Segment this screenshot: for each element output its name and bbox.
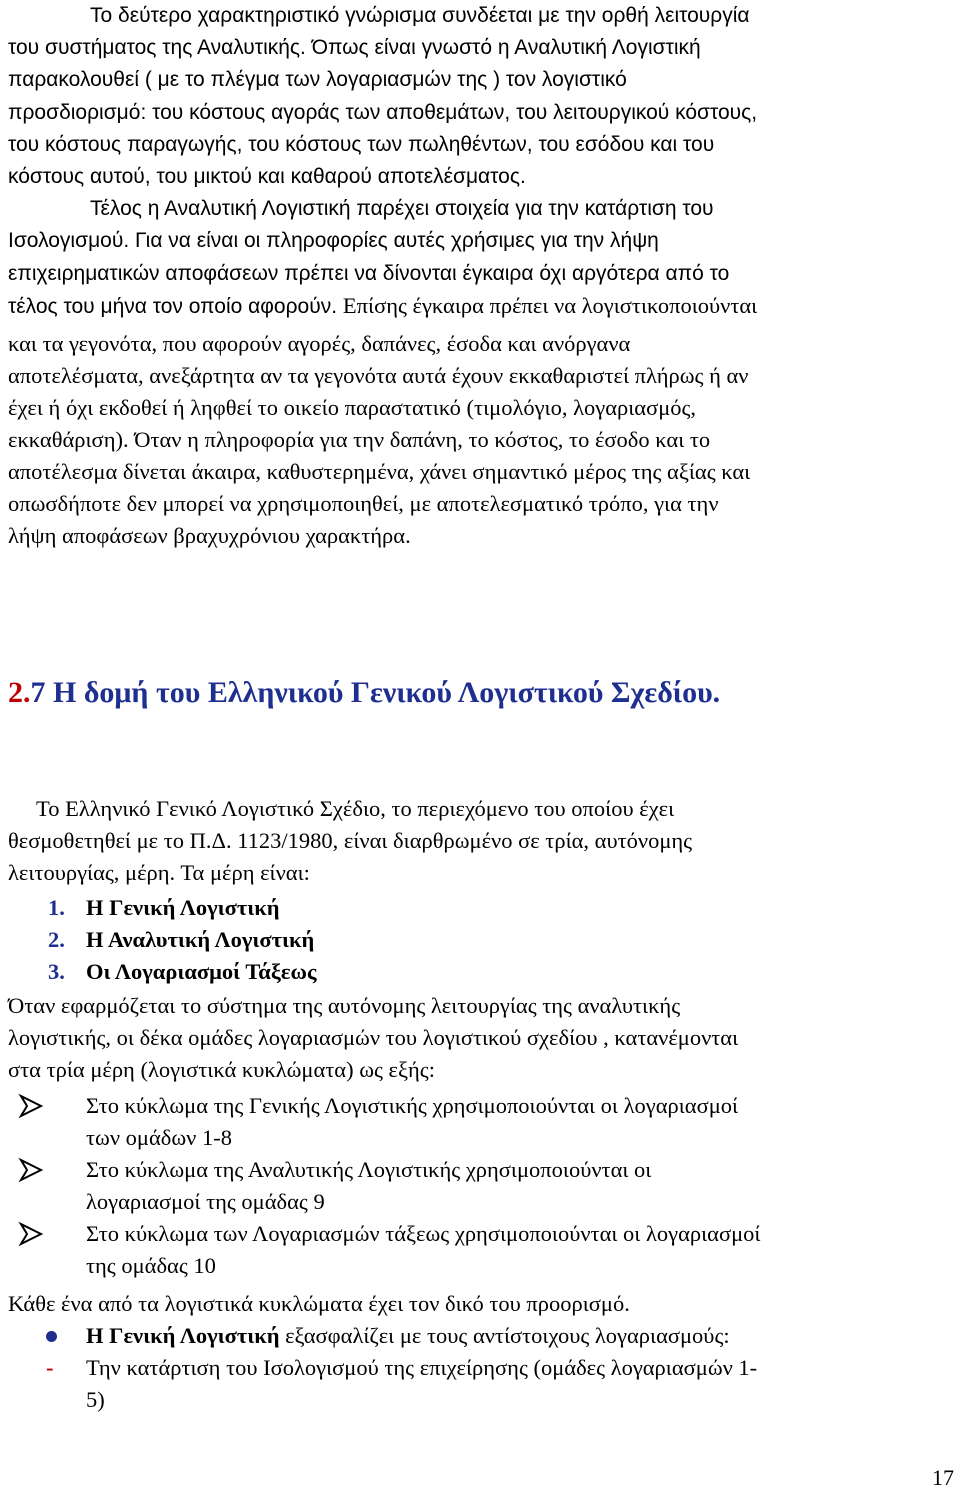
list-label: Οι Λογαριασμοί Τάξεως [86,959,317,984]
bullet-dot-icon [46,1331,57,1342]
dash-marker: - [46,1355,54,1380]
text-line: Στο κύκλωμα της Γενικής Λογιστικής χρησιμοποιούνται οι λογαριασμοί [86,1093,739,1118]
paragraph-intro [8,793,958,889]
section-number: 2. [8,676,31,709]
text-line: του συστήματος της Αναλυτικής. Όπως είναι γνωστό η Αναλυτική Λογιστική [8,36,701,60]
list-item [48,924,316,956]
paragraph-analytical-accounting [8,0,958,323]
text-line: κόστους αυτού, του μικτού και καθαρού αποτελέσματος. [8,165,526,189]
list-number: 1. [48,895,65,920]
parts-list [48,892,316,988]
text-line: προσδιορισμό: του κόστους αγοράς των αποθεμάτων, του λειτουργικού κόστους, [8,100,758,124]
text-line: οπωσδήποτε δεν μπορεί να χρησιμοποιηθεί, με αποτελεσματικό τρόπο, για την [8,491,719,516]
list-item [48,956,316,988]
arrow-bullet-icon [18,1157,44,1183]
text-line: Τέλος η Αναλυτική Λογιστική παρέχει στοιχεία για την κατάρτιση του [90,197,714,221]
text-line: Ισολογισμού. Για να είναι οι πληροφορίες αυτές χρήσιμες για την λήψη [8,229,659,253]
list-label: Η Αναλυτική Λογιστική [86,927,315,952]
list-item [8,1090,958,1154]
text-line: λήψη αποφάσεων βραχυχρόνιου χαρακτήρα. [8,523,411,548]
text-line: Κάθε ένα από τα λογιστικά κυκλώματα έχει τον δικό του προορισμό. [8,1291,630,1316]
section-heading [8,673,720,713]
text-line: αποτέλεσμα δίνεται άκαιρα, καθυστερημένα, χάνει σημαντικό μέρος της αξίας και [8,459,751,484]
list-number: 3. [48,959,65,984]
list-item [8,1320,958,1352]
text-line: εκκαθάριση). Όταν η πληροφορία για την δαπάνη, το κόστος, το έσοδο και το [8,427,711,452]
text-line: αποτελέσματα, ανεξάρτητα αν τα γεγονότα αυτά έχουν εκκαθαριστεί πλήρως ή αν [8,363,749,388]
text-line [8,290,958,323]
text-line: λογαριασμοί της ομάδας 9 [86,1189,325,1214]
text-line: λειτουργίας, μέρη. Τα μέρη είναι: [8,860,310,885]
list-item [8,1154,958,1218]
text-line: και τα γεγονότα, που αφορούν αγορές, δαπάνες, έσοδα και ανόργανα [8,331,631,356]
text-line: στα τρία μέρη (λογιστικά κυκλώματα) ως εξής: [8,1057,435,1082]
list-item [8,1352,958,1416]
text-line: λογιστικής, οι δέκα ομάδες λογαριασμών του λογιστικού σχεδίου , κατανέμονται [8,1025,739,1050]
text-line: Στο κύκλωμα της Αναλυτικής Λογιστικής χρησιμοποιούνται οι [86,1157,652,1182]
text-line: παρακολουθεί ( με το πλέγμα των λογαριασμών της ) τον λογιστικό [8,68,627,92]
text-line: Το δεύτερο χαρακτηριστικό γνώρισμα συνδέεται με την ορθή λειτουργία [90,4,750,27]
paragraph-circuits-intro [8,990,958,1086]
section-title: 7 Η δομή του Ελληνικού Γενικού Λογιστικού Σχεδίου. [30,676,721,709]
list-number: 2. [48,927,65,952]
text-line: 5) [86,1387,105,1412]
text-line: επιχειρηματικών αποφάσεων πρέπει να δίνονται έγκαιρα όχι αργότερα από το [8,261,730,285]
arrow-bullet-icon [18,1221,44,1247]
bold-term: Η Γενική Λογιστική [86,1323,280,1348]
text-line: Όταν εφαρμόζεται το σύστημα της αυτόνομης λειτουργίας της αναλυτικής [8,993,681,1018]
list-label: Η Γενική Λογιστική [86,895,280,920]
text-line: του κόστους παραγωγής, του κόστους των πωληθέντων, του εσόδου και του [8,132,715,156]
text-line: της ομάδας 10 [86,1253,216,1278]
text-segment: Επίσης έγκαιρα πρέπει να λογιστικοποιούνται [342,292,758,318]
page-number: 17 [932,1465,954,1490]
text-line: των ομάδων 1-8 [86,1125,232,1150]
text-line: θεσμοθετηθεί με το Π.Δ. 1123/1980, είναι διαρθρωμένο σε τρία, αυτόνομης [8,828,693,853]
text-line [86,1320,958,1352]
text-line: Την κατάρτιση του Ισολογισμού της επιχείρησης (ομάδες λογαριασμών 1- [86,1355,758,1380]
arrow-bullet-icon [18,1093,44,1119]
text-line: έχει ή όχι εκδοθεί ή ληφθεί το οικείο παραστατικό (τιμολόγιο, λογαριασμός, [8,395,697,420]
list-item [8,1218,958,1282]
paragraph-closing [8,1288,958,1416]
circuits-list [8,1090,958,1282]
text-line: Στο κύκλωμα των Λογαριασμών τάξεως χρησιμοποιούνται οι λογαριασμοί [86,1221,761,1246]
text-segment: εξασφαλίζει με τους αντίστοιχους λογαριασμούς: [279,1323,730,1348]
text-line: Το Ελληνικό Γενικό Λογιστικό Σχέδιο, το περιεχόμενο του οποίου έχει [36,796,675,821]
text-segment: τέλος του μήνα τον οποίο αφορούν. [8,294,338,318]
list-item [48,892,316,924]
paragraph-timeliness [8,328,958,552]
